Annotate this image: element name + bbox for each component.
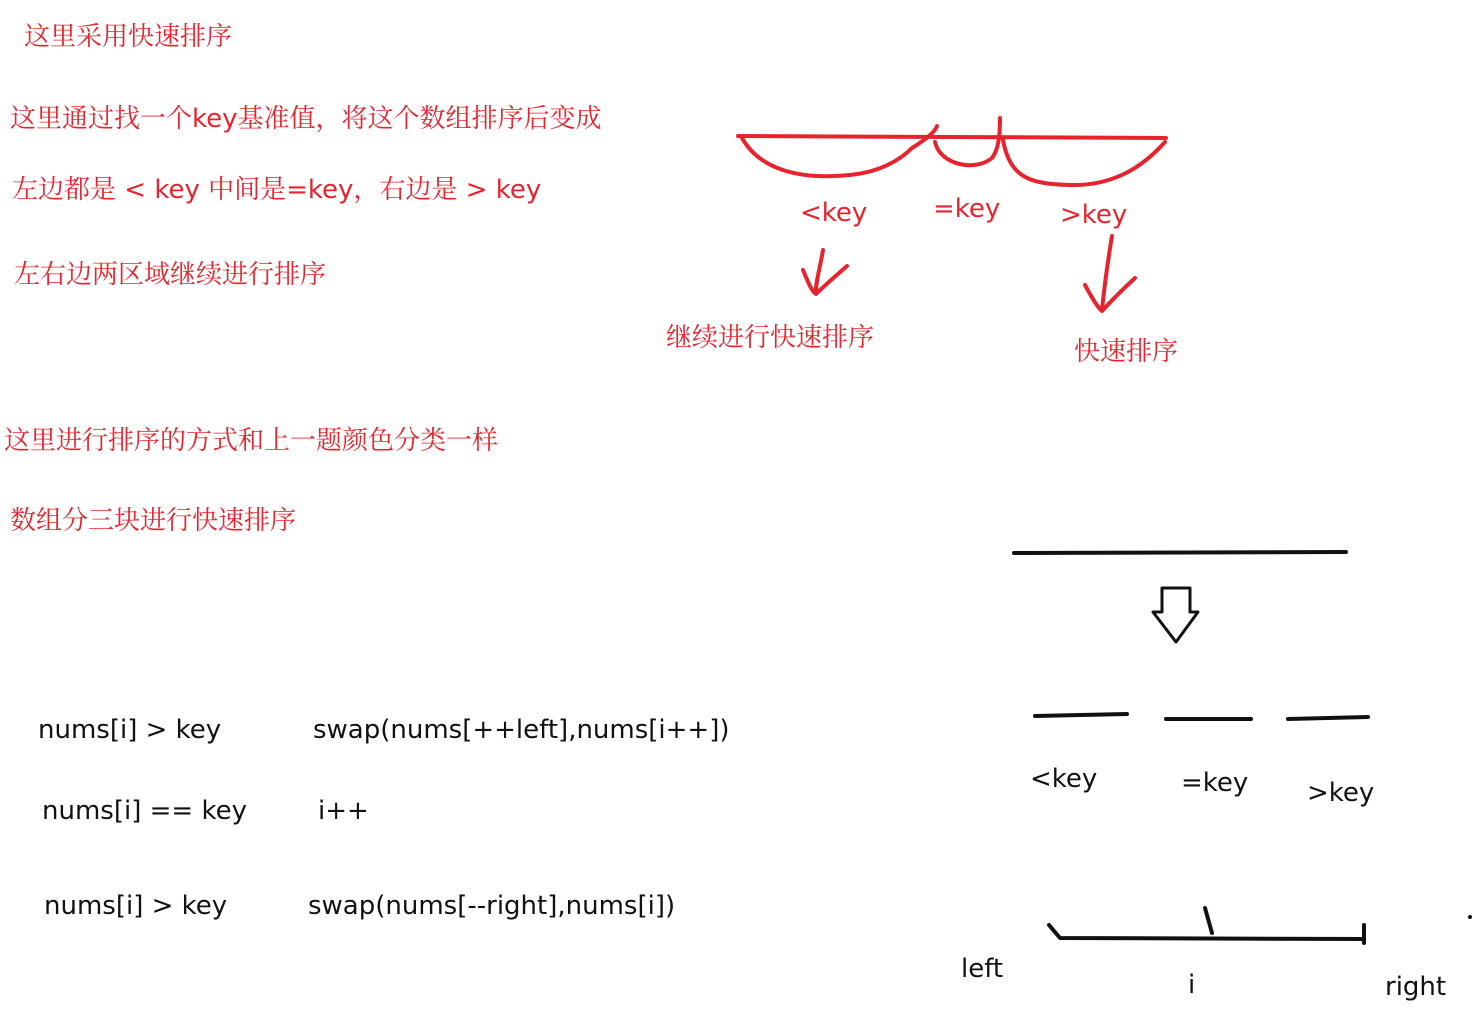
rule-1-condition: nums[i] > key xyxy=(38,715,222,745)
rule-1-action: swap(nums[++left],nums[i++]) xyxy=(313,715,730,745)
note-three-way-partition: 数组分三块进行快速排序 xyxy=(10,506,297,536)
left-arrow-head xyxy=(803,266,847,294)
bottom-greater-key-label: >key xyxy=(1307,778,1375,808)
equal-bracket-arc xyxy=(935,118,1000,165)
top-right-caption: 快速排序 xyxy=(1074,337,1179,367)
top-left-caption: 继续进行快速排序 xyxy=(666,323,875,353)
bottom-left-pointer-label: left xyxy=(961,954,1004,984)
stray-dot xyxy=(1468,915,1472,919)
top-equal-key-label: =key xyxy=(933,194,1001,224)
greater-segment xyxy=(1288,717,1368,719)
right-arrow-shaft xyxy=(1102,236,1112,310)
less-bracket-arc xyxy=(742,126,937,176)
rule-2-condition: nums[i] == key xyxy=(42,796,247,826)
less-segment xyxy=(1035,714,1127,716)
bottom-right-pointer-label: right xyxy=(1385,972,1447,1002)
right-arrow-head xyxy=(1085,278,1135,311)
left-arrow-shaft xyxy=(816,250,823,293)
note-same-as-color-sort: 这里进行排序的方式和上一题颜色分类一样 xyxy=(4,426,499,456)
top-array-line xyxy=(738,136,1166,138)
i-pointer-tick xyxy=(1205,908,1212,933)
rule-3-condition: nums[i] > key xyxy=(44,891,228,921)
note-pivot-explanation: 这里通过找一个key基准值，将这个数组排序后变成 xyxy=(10,104,602,134)
pointer-array-line xyxy=(1049,925,1364,939)
greater-bracket-arc xyxy=(1003,140,1165,185)
down-arrow-icon xyxy=(1153,588,1198,642)
top-greater-key-label: >key xyxy=(1060,200,1128,230)
note-recurse-sides: 左右边两区域继续进行排序 xyxy=(14,260,327,290)
bottom-equal-key-label: =key xyxy=(1181,768,1249,798)
bottom-i-pointer-label: i xyxy=(1188,970,1196,1000)
bottom-partition-sketch xyxy=(1014,552,1368,943)
rule-2-action: i++ xyxy=(318,796,369,826)
full-array-line xyxy=(1014,552,1346,553)
note-quick-sort: 这里采用快速排序 xyxy=(24,22,233,52)
rule-3-action: swap(nums[--right],nums[i]) xyxy=(308,891,676,921)
top-less-key-label: <key xyxy=(800,198,868,228)
note-partition-rule: 左边都是 < key 中间是=key，右边是 > key xyxy=(12,175,542,205)
bottom-less-key-label: <key xyxy=(1030,764,1098,794)
